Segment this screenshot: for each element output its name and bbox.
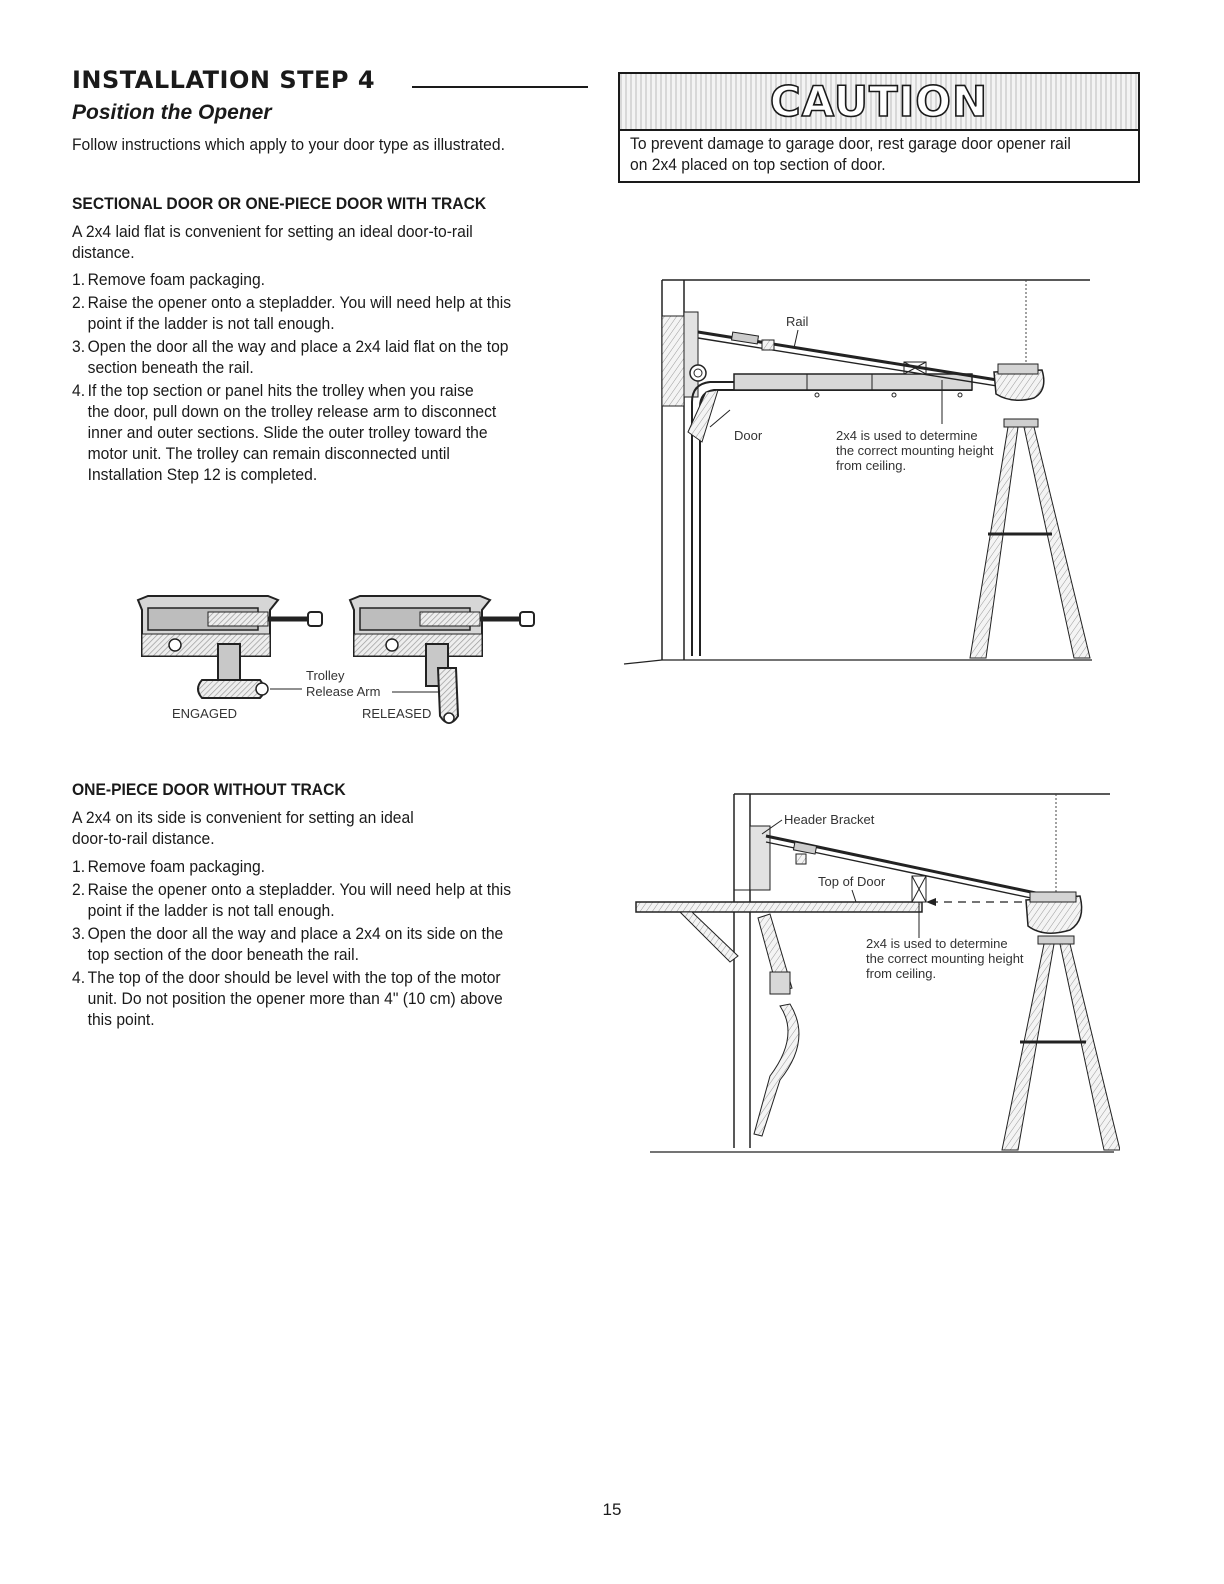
released-trolley — [350, 596, 534, 723]
onepiece-heading: ONE-PIECE DOOR WITHOUT TRACK — [72, 780, 346, 799]
label-engaged: ENGAGED — [172, 706, 238, 721]
step-number: 4. — [72, 968, 86, 987]
label-header-bracket: Header Bracket — [784, 812, 875, 827]
step-title: INSTALLATION STEP 4 — [72, 66, 376, 94]
list-item — [72, 879, 587, 921]
step-line: motor unit. The trolley can remain disconnected until — [87, 444, 450, 463]
list-item — [72, 923, 587, 965]
onepiece-steps — [72, 856, 587, 1032]
caution-title: CAUTION — [769, 77, 989, 126]
label-released: RELEASED — [362, 706, 432, 721]
trolley-illustration — [130, 588, 560, 738]
label-2x4-line-3: from ceiling. — [836, 458, 907, 473]
step-number: 3. — [72, 924, 86, 943]
list-item — [72, 292, 587, 334]
step-line: inner and outer sections. Slide the outer trolley toward the — [87, 423, 488, 442]
step-line: The top of the door should be level with the top of the motor — [87, 968, 501, 987]
label-top-of-door: Top of Door — [818, 874, 886, 889]
list-item — [72, 967, 587, 1030]
sectional-door-figure — [622, 272, 1102, 672]
label-release-arm: Release Arm — [306, 684, 381, 699]
step-line: Remove foam packaging. — [87, 857, 265, 876]
step-line: section beneath the rail. — [87, 358, 254, 377]
onepiece-intro — [72, 807, 414, 849]
label-2x4-line-2: the correct mounting height — [866, 951, 1024, 966]
label-trolley: Trolley — [306, 668, 345, 683]
step-line: point if the ladder is not tall enough. — [87, 901, 335, 920]
step-line: point if the ladder is not tall enough. — [87, 314, 335, 333]
step-number: 1. — [72, 270, 86, 289]
sectional-intro-line-2: distance. — [72, 243, 135, 262]
label-2x4-line-1: 2x4 is used to determine — [836, 428, 978, 443]
caution-box — [618, 72, 1140, 183]
sectional-intro — [72, 221, 473, 263]
label-2x4-line-1: 2x4 is used to determine — [866, 936, 1008, 951]
label-2x4-line-2: the correct mounting height — [836, 443, 994, 458]
caution-line-1: To prevent damage to garage door, rest garage door opener rail — [630, 134, 1071, 153]
sectional-heading: SECTIONAL DOOR OR ONE-PIECE DOOR WITH TRACK — [72, 194, 487, 213]
step-line: the door, pull down on the trolley release arm to disconnect — [87, 402, 497, 421]
step-subtitle: Position the Opener — [72, 101, 272, 124]
page-number: 15 — [602, 1500, 622, 1519]
sectional-steps — [72, 269, 587, 487]
sectional-intro-line-1: A 2x4 laid flat is convenient for setting an ideal door-to-rail — [72, 222, 473, 241]
list-item — [72, 336, 587, 378]
label-rail: Rail — [786, 314, 809, 329]
step-line: Installation Step 12 is completed. — [87, 465, 318, 484]
step-line: If the top section or panel hits the trolley when you raise — [87, 381, 474, 400]
list-item — [72, 380, 587, 485]
list-item — [72, 269, 587, 290]
caution-line-2: on 2x4 placed on top section of door. — [630, 155, 886, 174]
title-rule — [412, 86, 588, 88]
step-line: Open the door all the way and place a 2x4 on its side on the — [87, 924, 504, 943]
step-number: 2. — [72, 880, 86, 899]
label-door: Door — [734, 428, 763, 443]
step-line: top section of the door beneath the rail. — [87, 945, 359, 964]
engaged-trolley — [138, 596, 322, 698]
step-line: unit. Do not position the opener more than 4" (10 cm) above — [87, 989, 503, 1008]
step-number: 2. — [72, 293, 86, 312]
onepiece-intro-line-1: A 2x4 on its side is convenient for setting an ideal — [72, 808, 414, 827]
label-2x4-line-3: from ceiling. — [866, 966, 937, 981]
caution-banner — [620, 74, 1138, 131]
list-item — [72, 856, 587, 877]
step-line: Open the door all the way and place a 2x4 laid flat on the top — [87, 337, 509, 356]
onepiece-door-figure — [630, 786, 1120, 1156]
step-line: this point. — [87, 1010, 155, 1029]
step-line: Remove foam packaging. — [87, 270, 265, 289]
step-number: 4. — [72, 381, 86, 400]
step-number: 1. — [72, 857, 86, 876]
caution-text — [630, 133, 1145, 175]
onepiece-intro-line-2: door-to-rail distance. — [72, 829, 215, 848]
step-line: Raise the opener onto a stepladder. You will need help at this — [87, 293, 512, 312]
step-line: Raise the opener onto a stepladder. You will need help at this — [87, 880, 512, 899]
intro-text: Follow instructions which apply to your door type as illustrated. — [72, 135, 505, 154]
step-number: 3. — [72, 337, 86, 356]
